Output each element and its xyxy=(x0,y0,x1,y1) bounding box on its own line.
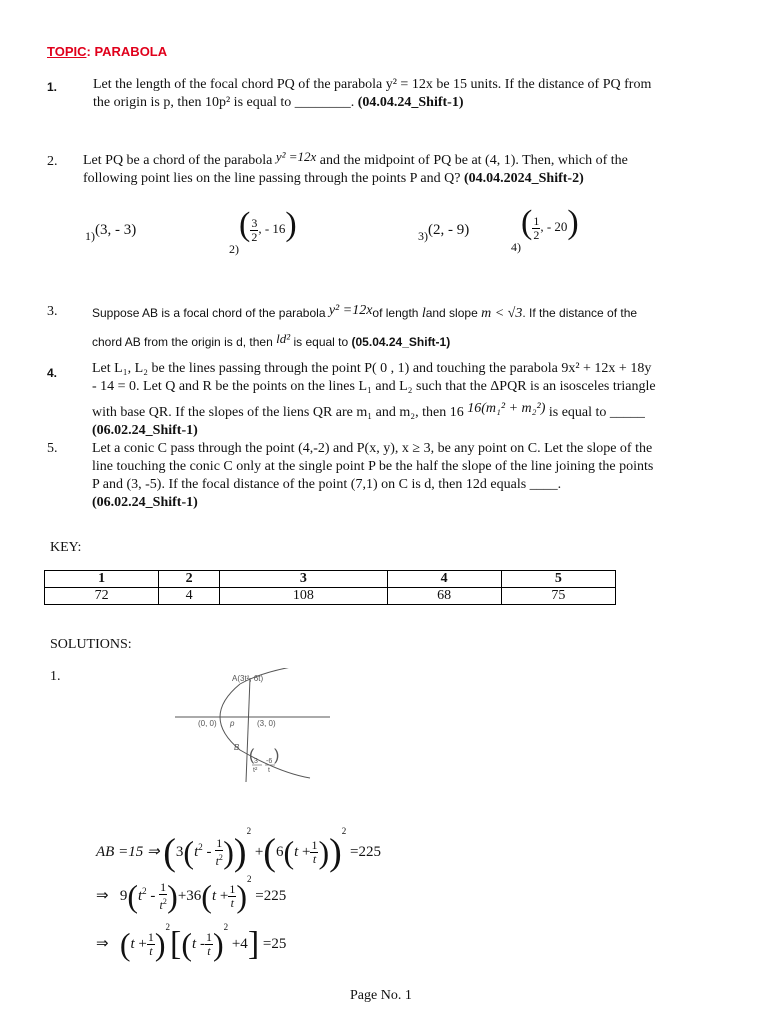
option-2: 2)( $\frac{3}{2}$ , - 16) xyxy=(229,206,297,256)
parabola-figure xyxy=(170,668,340,788)
key-header-cell: 5 xyxy=(501,571,615,588)
point-b-x-num: 3 xyxy=(254,758,258,765)
key-value-cell: 75 xyxy=(501,588,615,605)
question-5-text xyxy=(92,440,742,512)
point-b-y-den: t xyxy=(268,767,270,774)
question-5-line2: line touching the conic C only at the single point P be the half the slope of the line joining the points xyxy=(92,459,654,474)
question-3-text xyxy=(92,298,742,355)
question-5-line1: Let a conic C pass through the point (4,-2) and P(x, y), x ≥ 3, be any point on C. Let the slope of the xyxy=(92,441,653,456)
table-row-values xyxy=(45,588,616,605)
question-2-line2: following point lies on the line passing through the points P and Q? (04.04.2024_Shift-2) xyxy=(83,171,584,186)
option-4: 4)( $\frac{1}{2}$ , - 20) xyxy=(511,204,579,254)
key-value-cell: 4 xyxy=(159,588,220,605)
page-title xyxy=(47,44,167,59)
option-3: 3)(2, - 9) xyxy=(418,222,470,243)
question-4-line1: Let L₁, L₂ be the lines passing through the point P( 0 , 1) and touching the parabola 9x² + 12x + 18y xyxy=(92,361,652,376)
point-b-y-num: -6 xyxy=(266,758,273,765)
topic-label: TOPIC xyxy=(47,44,87,59)
parabola-curve xyxy=(220,684,310,778)
point-b-label: B xyxy=(234,743,240,752)
page-number: Page No. 1 xyxy=(350,988,412,1003)
question-1-line2: the origin is p, then 10p² is equal to ________. (04.04.24_Shift-1) xyxy=(93,95,464,110)
point-a-label: A(3t², 6t) xyxy=(232,674,264,683)
focal-chord xyxy=(246,678,250,782)
equation-1: AB =15 ⇒ ($3(t^2$ - $\frac{1}{t^2}$ ))$^2$ +(6(t + $\frac{1}{t}$ ))$^2$ =225 xyxy=(96,826,382,874)
question-2-tag: (04.04.2024_Shift-2) xyxy=(463,171,584,186)
key-value-cell: 108 xyxy=(220,588,387,605)
key-header-cell: 1 xyxy=(45,571,159,588)
question-4-tag: (06.02.24_Shift-1) xyxy=(92,423,198,438)
question-2-text xyxy=(83,148,733,188)
question-1-number: 1. xyxy=(47,80,58,94)
question-2-line1: Let PQ be a chord of the parabola y² =12x and the midpoint of PQ be at (4, 1). Then, which of the xyxy=(83,149,628,168)
question-4-number: 4. xyxy=(47,366,58,380)
question-2-number: 2. xyxy=(47,154,58,169)
key-header-cell: 4 xyxy=(387,571,501,588)
question-1-text xyxy=(93,76,733,112)
key-header-cell: 3 xyxy=(220,571,387,588)
solution-1-number: 1. xyxy=(50,669,61,684)
answer-key-table xyxy=(44,570,616,605)
key-value-cell: 72 xyxy=(45,588,159,605)
question-3-line2: chord AB from the origin is d, then ld² is equal to (05.04.24_Shift-1) xyxy=(92,331,451,349)
question-5-line3: P and (3, -5). If the focal distance of the point (7,1) on C is d, then 12d equals ____. xyxy=(92,477,562,492)
question-5-number: 5. xyxy=(47,441,58,456)
solutions-heading: SOLUTIONS: xyxy=(50,637,132,652)
table-row-header xyxy=(45,571,616,588)
question-2-math: y² =12x xyxy=(275,149,317,164)
topic-name: : PARABOLA xyxy=(86,44,168,59)
question-4-line3: with base QR. If the slopes of the liens QR are m₁ and m₂, then 16 16(m₁² + m₂²) is equal to _____ xyxy=(92,401,645,420)
question-4-math: 16(m₁² + m₂²) xyxy=(467,401,546,416)
origin-label: (0, 0) xyxy=(198,719,217,728)
question-3-line1: Suppose AB is a focal chord of the parabola y² =12xof length land slope m < √3. If the distance of the xyxy=(92,303,638,321)
equation-3: ⇒ (t + $\frac{1}{t}$ )$^2$[(t - $\frac{1}{t}$ )$^2$ +4] =25 xyxy=(96,922,287,963)
question-4-line2: - 14 = 0. Let Q and R be the points on the lines L₁ and L₂ such that the ΔPQR is an isosceles triangle xyxy=(92,379,656,394)
question-3-tag: (05.04.24_Shift-1) xyxy=(351,335,451,349)
distance-p-label: p xyxy=(230,719,235,728)
question-4-text xyxy=(92,360,742,440)
question-3-number: 3. xyxy=(47,304,58,319)
svg-text:): ) xyxy=(274,747,280,764)
option-1: 1)(3, - 3) xyxy=(85,222,137,243)
question-1-line1: Let the length of the focal chord PQ of the parabola y² = 12x be 15 units. If the distance of PQ from xyxy=(93,77,652,92)
point-b-x-den: t² xyxy=(253,767,258,774)
question-5-tag: (06.02.24_Shift-1) xyxy=(92,495,198,510)
key-value-cell: 68 xyxy=(387,588,501,605)
svg-text:(: ( xyxy=(249,747,255,764)
equation-2: ⇒ $9(t^2$ - $\frac{1}{t^2}$ )+36(t + $\frac{1}{t}$ )$^2$ =225 xyxy=(96,874,287,915)
question-1-tag: (04.04.24_Shift-1) xyxy=(357,95,464,110)
focus-label: (3, 0) xyxy=(257,719,276,728)
key-heading: KEY: xyxy=(50,540,82,555)
key-header-cell: 2 xyxy=(159,571,220,588)
